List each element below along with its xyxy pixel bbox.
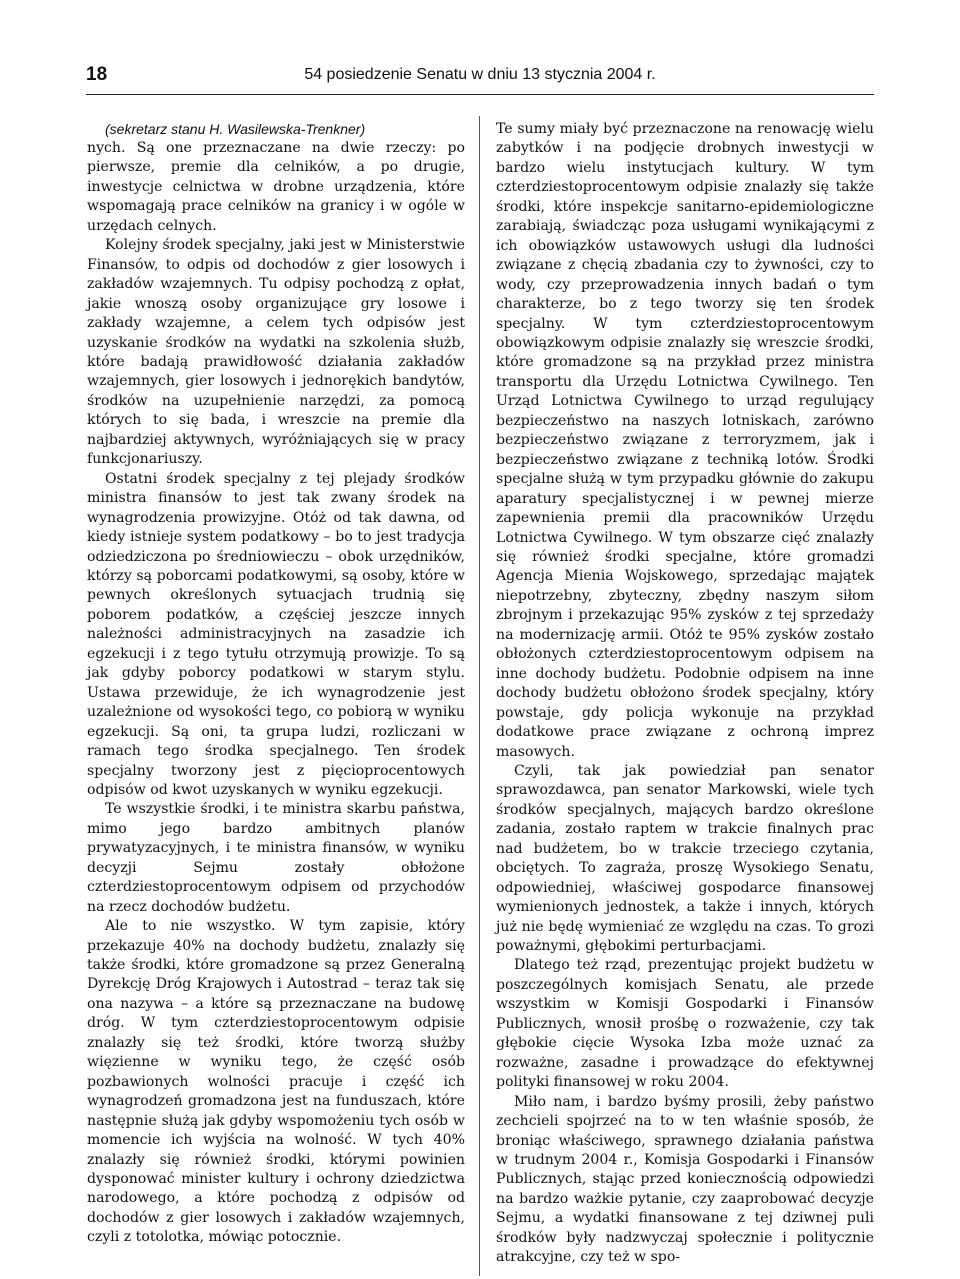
page-header — [86, 62, 874, 92]
running-title: 54 posiedzenie Senatu w dniu 13 stycznia 2004 r. — [304, 66, 656, 83]
paragraph: Ale to nie wszystko. W tym zapisie, który przekazuje 40% na dochody budżetu, znalazły się także środki, które gromadzone są przez Generalną Dyrekcję Dróg Krajowych i Autostrad – teraz tak się ona nazywa – a które są przeznaczane na budowę dróg. W tym czterdziestoprocentowym odpisie znalazły się też środki, które tworzą służby więzienne w wyniku tego, że część osób pozbawionych wolności pracuje i część ich wynagrodzeń gromadzona jest na funduszach, które następnie służą jak gdyby wspomożeniu tych osób w momencie ich wyjścia na wolność. W tych 40% znalazły się również środki, którymi powinien dysponować minister kultury i ochrony dziedzictwa narodowego, a które pochodzą z odpisów od dochodów z gier losowych i zakładów wzajemnych, czyli z totolotka, mówiąc potocznie. — [87, 918, 465, 1246]
speaker-note: (sekretarz stanu H. Wasilewska-Trenkner) — [105, 121, 366, 137]
page-number: 18 — [86, 64, 108, 85]
right-column — [496, 120, 874, 1268]
paragraph: Miło nam, i bardzo byśmy prosili, żeby państwo zechcieli spojrzeć na to w ten właśnie sposób, że broniąc właściwego, sprawnego działania państwa w trudnym 2004 r., Komisja Gospodarki i Finansów Publicznych, stając przed koniecznością odpowiedzi na bardzo ważkie pytanie, czy zaaprobować decyzje Sejmu, a wydatki finansowane z tej dziwnej puli środków były nadzwyczaj społecznie i politycznie atrakcyjne, czy też w spo- — [496, 1093, 874, 1266]
header-rule — [86, 94, 874, 95]
paragraph: Te wszystkie środki, i te ministra skarbu państwa, mimo jego bardzo ambitnych planów prywatyzacyjnych, i te ministra finansów, w wyniku decyzji Sejmu zostały obłożone czterdziestoprocentowym odpisem od przychodów na rzecz dochodów budżetu. — [87, 801, 465, 915]
paragraph: Dlatego też rząd, prezentując projekt budżetu w poszczególnych komisjach Senatu, ale przede wszystkim w Komisji Gospodarki i Finansów Publicznych, wnosił prośbę o rozważenie, czy tak głębokie cięcie Wysoka Izba może uznać za rozważne, zasadne i prowadzące do efektywnej polityki finansowej w roku 2004. — [496, 957, 874, 1091]
paragraph: Te sumy miały być przeznaczone na renowację wielu zabytków i na podjęcie drobnych inwestycji w bardzo wielu instytucjach kultury. W tym czterdziestoprocentowym odpisie znalazły się także środki, które inspekcje sanitarno-epidemiologiczne zarabiają, świadcząc poza usługami wynikającymi z ich obowiązków ustawowych usługi dla ludności związane z chęcią zbadania czy to żywności, czy to wody, czy przeprowadzenia innych badań o tym charakterze, bo z tego tworzy się ten środek specjalny. W tym czterdziestoprocentowym obowiązkowym odpisie znalazły się wreszcie środki, które gromadzone są na przykład przez ministra transportu dla Urzędu Lotnictwa Cywilnego. Ten Urząd Lotnictwa Cywilnego to urząd regulujący bezpieczeństwo na naszych lotniskach, zarówno bezpieczeństwo związane z terroryzmem, jak i bezpieczeństwo związane z techniką lotów. Środki specjalne służą w tym przypadku głównie do zakupu aparatury specjalistycznej i w pewnej mierze zapewnienia premii dla pracowników Urzędu Lotnictwa Cywilnego. W tym obszarze cięć znalazły się również środki specjalne, które gromadzi Agencja Mienia Wojskowego, sprzedając majątek niepotrzebny, zbyteczny, zbędny naszym siłom zbrojnym i przekazując 95% zysków z tej sprzedaży na modernizację armii. Otóż te 95% zysków zostało obłożonych czterdziestoprocentowym odpisem na inne dochody budżetu. Podobnie odpisem na inne dochody budżetu obłożono środek specjalny, który powstaje, gdy policja wykonuje na przykład dodatkowe prace związane z ochroną imprez masowych. — [496, 121, 874, 760]
paragraph: Ostatni środek specjalny z tej plejady środków ministra finansów to jest tak zwany środek na wynagrodzenia prowizyjne. Otóż od tak dawna, od kiedy istnieje system podatkowy – bo to jest tradycja odziedziczona po średniowieczu – obok urzędników, którzy są poborcami podatkowymi, są osoby, które w pewnych określonych sytuacjach trudnią się poborem podatków, a częściej jeszcze innych należności administracyjnych na zasadzie ich egzekucji i z tego tytułu otrzymują prowizje. To są jak gdyby poborcy podatkowi w starym stylu. Ustawa przewiduje, że ich wynagrodzenie jest uzależnione od wysokości tego, co pobiorą w wyniku egzekucji. Są oni, ta grupa ludzi, rozliczani w ramach tego środka specjalnego. Ten środek specjalny tworzony jest z pięcioprocentowych odpisów od kwot uzyskanych w wyniku egzekucji. — [87, 470, 465, 798]
paragraph: nych. Są one przeznaczane na dwie rzeczy: po pierwsze, premie dla celników, a po drugie, inwestycje celnictwa w drobne urządzenia, które wspomagają prace celników na granicy i w ogóle w urzędach celnych. — [87, 140, 465, 234]
paragraph: Kolejny środek specjalny, jaki jest w Ministerstwie Finansów, to odpis od dochodów z gier losowych i zakładów wzajemnych. Tu odpisy pochodzą z opłat, jakie wnoszą osoby organizujące gry losowe i zakłady wzajemne, a celem tych odpisów jest uzyskanie środków na wydatki na szkolenia służb, które badają prawidłowość działania zakładów wzajemnych, gier losowych i jednorękich bandytów, środków na uzupełnienie narzędzi, za pomocą których to się bada, i wreszcie na premie dla najbardziej aktywnych, wyróżniających się w pracy funkcjonariuszy. — [87, 237, 465, 468]
left-column — [87, 120, 465, 1248]
column-divider — [479, 116, 480, 1276]
paragraph: Czyli, tak jak powiedział pan senator sprawozdawca, pan senator Markowski, wiele tych środków specjalnych, mających bardzo określone zadania, zostało raptem w trakcie finalnych prac nad budżetem, bo w trakcie trzeciego czytania, obciętych. To zagraża, proszę Wysokiego Senatu, odpowiedniej, właściwej gospodarce finansowej wymienionych jednostek, a także i innych, których już nie będę wymieniać ze względu na czas. To grozi poważnymi, głębokimi perturbacjami. — [496, 762, 874, 955]
